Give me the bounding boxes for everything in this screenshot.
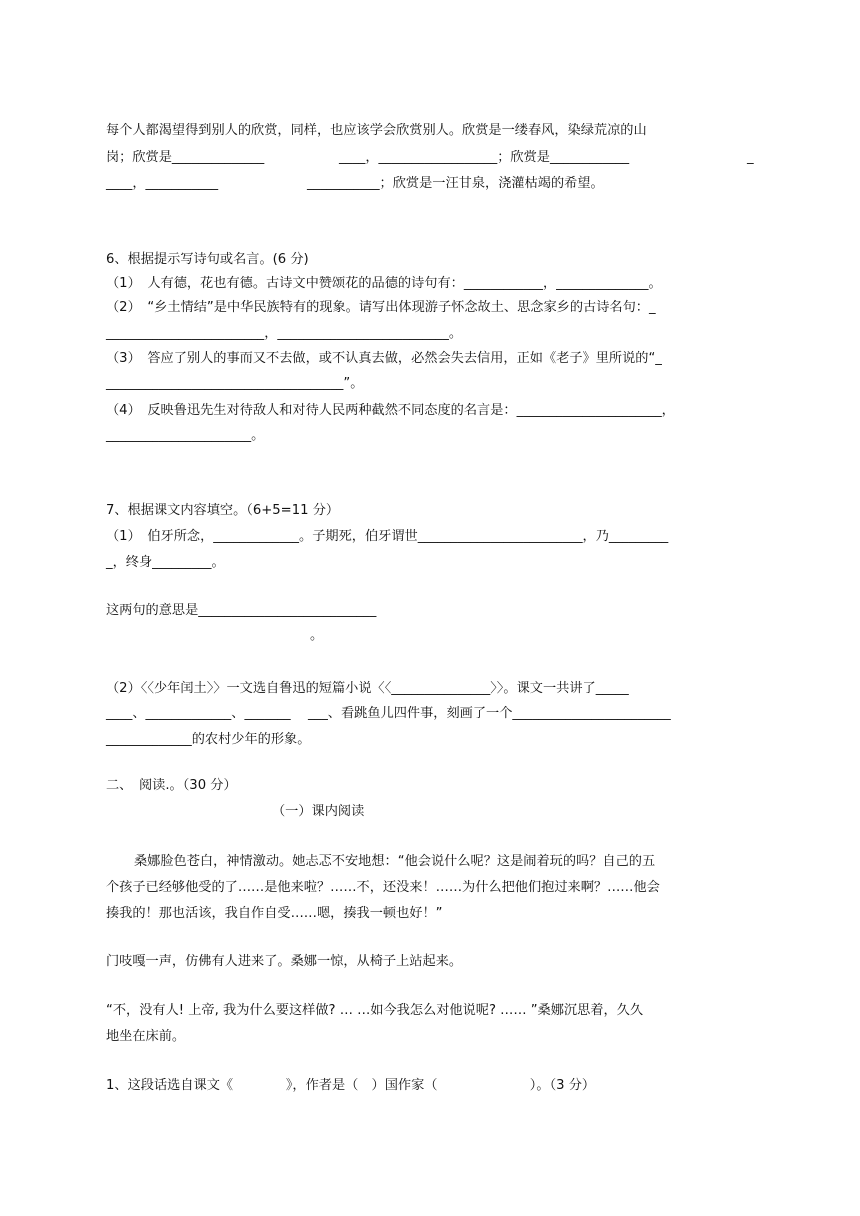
passage-p3-line-1: “不，没有人! 上帝, 我为什么要这样做? … …如今我怎么对他说呢? …… ”桑娜沉思着，久久 — [106, 1003, 644, 1018]
q6-item-1: （1） 人有德，花也有德。古诗文中赞颂花的品德的诗句有：____________，______________。 — [106, 276, 662, 291]
passage-p3-line-2: 地坐在床前。 — [106, 1029, 186, 1044]
q6-item-3b: ____________________________________”。 — [106, 376, 364, 391]
q7-item-1a: （1） 伯牙所念，_____________。子期死，伯牙谓世_________________________，乃_________ — [106, 529, 669, 544]
appreciation-line-2a: 岗；欣赏是______________ — [106, 150, 265, 165]
reading-q1: 1、这段话选自课文《 》，作者是（ ）国作家（ ）。（3 分） — [106, 1078, 596, 1093]
q6-item-3a: （3） 答应了别人的事而又不去做，或不认真去做，必然会失去信用，正如《老子》里所说的“_ — [106, 351, 662, 366]
passage-p1-line-1: 桑娜脸色苍白，神情激动。她忐忑不安地想：“他会说什么呢？这是闹着玩的吗？自己的五 — [134, 854, 656, 869]
q7-item-1b: _，终身_________。 — [106, 555, 225, 570]
passage-p1-line-3: 揍我的！那也活该，我自作自受……嗯，揍我一顿也好！” — [106, 906, 443, 921]
appreciation-line-3b: ___________；欣赏是一汪甘泉，浇灌枯竭的希望。 — [307, 176, 604, 191]
q6-item-4a: （4） 反映鲁迅先生对待敌人和对待人民两种截然不同态度的名言是：______________________， — [106, 403, 675, 418]
appreciation-line-3a: ____，___________ — [106, 176, 219, 191]
q6-item-2b: ________________________，__________________________。 — [106, 326, 463, 341]
q7-item-2c: _____________的农村少年的形象。 — [106, 732, 311, 747]
q7-item-2b: ____、_____________、_______ ___、看跳鱼儿四件事，刻画了一个________________________ — [106, 706, 671, 721]
q6-title: 6、根据提示写诗句或名言。(6 分) — [106, 252, 309, 267]
passage-p2: 门吱嘎一声，仿佛有人进来了。桑娜一惊，从椅子上站起来。 — [106, 954, 463, 969]
appreciation-line-2c: _ — [747, 150, 754, 165]
section-2-subtitle: （一）课内阅读 — [272, 804, 365, 819]
appreciation-line-1: 每个人都渴望得到别人的欣赏，同样，也应该学会欣赏别人。欣赏是一缕春风，染绿荒凉的山 — [106, 123, 647, 138]
section-2-title: 二、 阅读.。（30 分） — [106, 778, 237, 793]
q6-item-4b: ______________________。 — [106, 428, 265, 443]
q7-title: 7、根据课文内容填空。（6+5=11 分） — [106, 503, 340, 518]
q6-item-2a: （2） “乡土情结”是中华民族特有的现象。请写出体现游子怀念故土、思念家乡的古诗名句：_ — [106, 300, 656, 315]
q7-item-2a: （2）〈〈少年闰土〉〉一文选自鲁迅的短篇小说〈〈_______________〉〉。课文一共讲了_____ — [106, 681, 629, 696]
passage-p1-line-2: 个孩子已经够他受的了……是他来啦？……不，还没来！……为什么把他们抱过来啊？……他会 — [106, 880, 660, 895]
appreciation-line-2b: ____，__________________；欣赏是____________ — [339, 150, 630, 165]
q7-meaning-end: 。 — [310, 628, 324, 643]
q7-meaning: 这两句的意思是___________________________ — [106, 603, 377, 618]
